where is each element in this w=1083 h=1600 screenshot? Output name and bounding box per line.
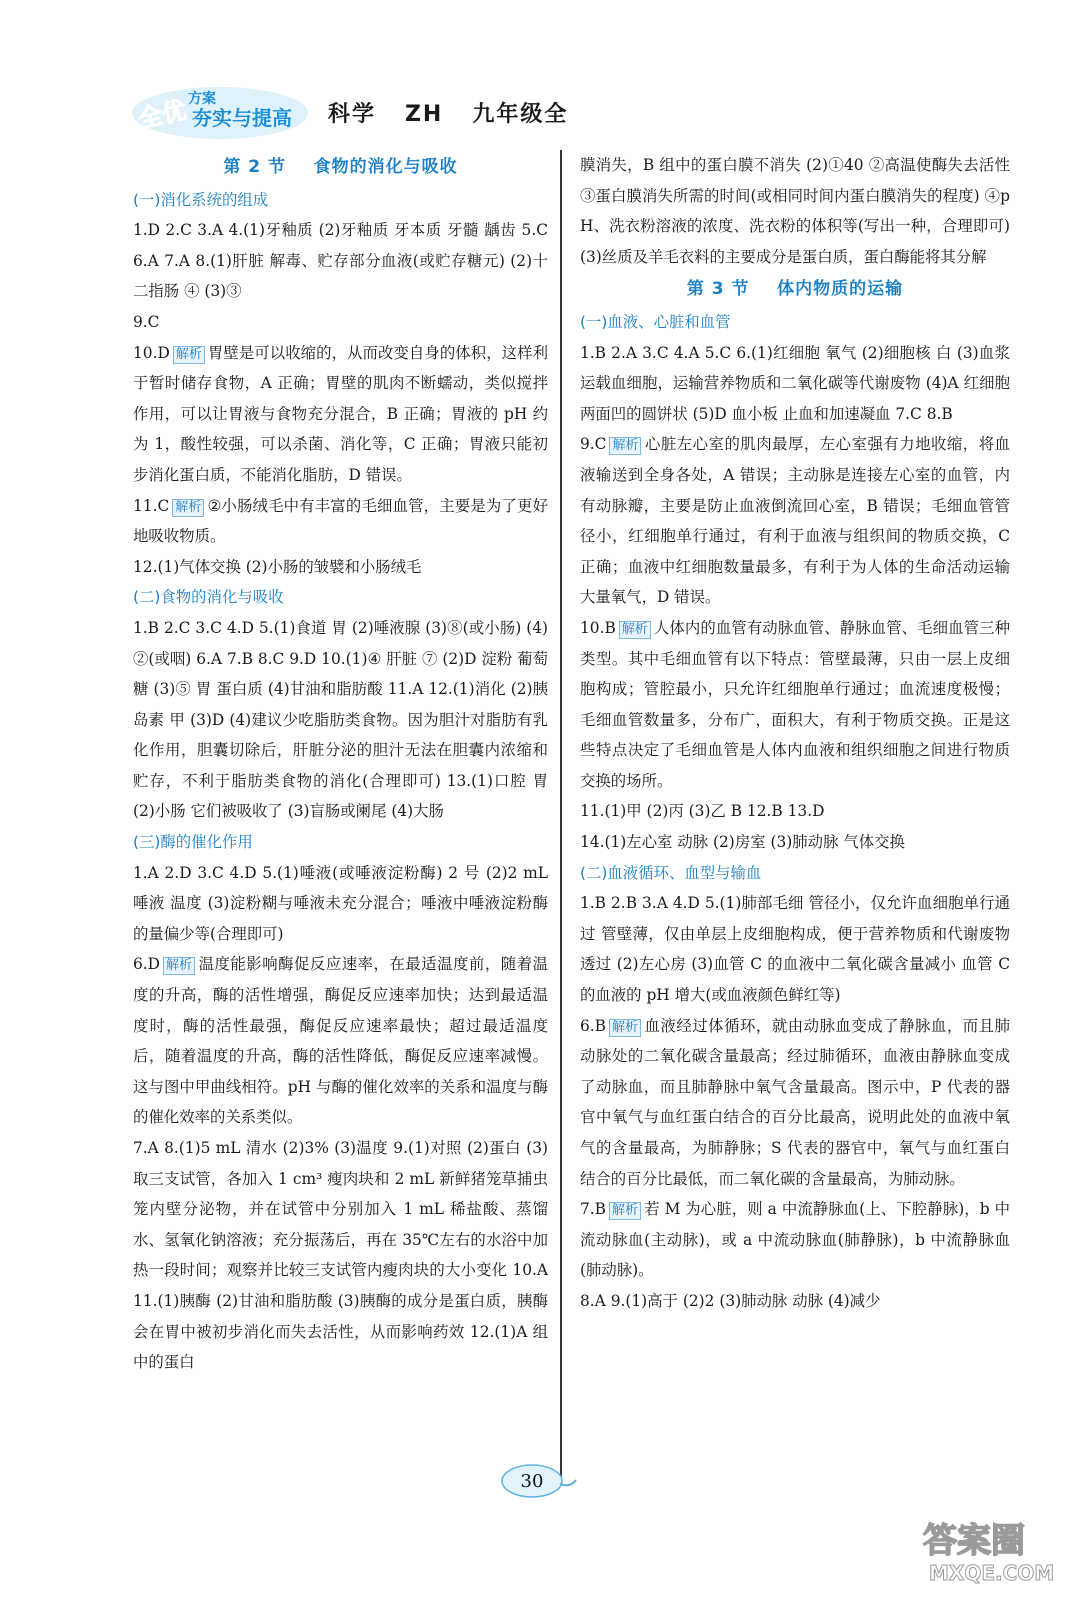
answer-number: 6.D: [133, 955, 161, 974]
page-footer: [500, 1462, 580, 1502]
subsection-circulation: (二)血液循环、血型与输血: [580, 863, 762, 882]
subject-title: 科学 ZH 九年级全: [328, 101, 569, 127]
subsection-enzyme: (三)酶的催化作用: [133, 833, 253, 852]
answer-block: 9.C: [133, 312, 160, 331]
analysis-text: 人体内的血管有动脉血管、静脉血管、毛细血管三种类型。其中毛细血管有以下特点：管壁最薄，只由一层上皮细胞构成；管腔最小，只允许红细胞单行通过；血流速度极慢；毛细血管数量多，分布广，面积大，有利于物质交换。正是这些特点决定了毛细血管是人体内血液和组织细胞之间进行物质交换的场所。: [580, 618, 1010, 790]
answer-block: 膜消失，B 组中的蛋白膜不消失 (2)①40 ②高温使酶失去活性 ③蛋白膜消失所需的时间(或相同时间内蛋白膜消失的程度) ④pH、洗衣粉溶液的浓度、洗衣粉的体积等(写出一种，合理即可) (3)丝质及羊毛衣料的主要成分是蛋白质，蛋白酶能将其分解: [580, 156, 1010, 266]
answer-block: [133, 491, 548, 552]
analysis-tag: 解析: [619, 621, 651, 639]
answer-block: 1.A 2.D 3.C 4.D 5.(1)唾液(或唾液淀粉酶) 2 号 (2)2 mL 唾液 温度 (3)淀粉糊与唾液未充分混合；唾液中唾液淀粉酶的量偏少等(合理即可): [133, 863, 548, 943]
answer-number: 11.C: [133, 496, 170, 515]
analysis-text: 心脏左心室的肌肉最厚，左心室强有力地收缩，将血液输送到全身各处，A 错误；主动脉是连接左心室的血管，内有动脉瓣，主要是防止血液倒流回心室，B 错误；毛细血管管径小，红细胞单行通过，有利于血液与组织间的物质交换，C 正确；血液中红细胞数量最多，有利于为人体的生命活动运输大量氧气，D 错误。: [580, 435, 1010, 607]
answer-block: 1.B 2.C 3.C 4.D 5.(1)食道 胃 (2)唾液腺 (3)⑧(或小肠) (4)②(或咽) 6.A 7.B 8.C 9.D 10.(1)④ 肝脏 ⑦ (2)D 淀粉 葡萄糖 (3)⑤ 胃 蛋白质 (4)甘油和脂肪酸 11.A 12.(1)消化 (2)胰岛素 甲 (3)D (4)建议少吃脂肪类食物。因为胆汁对脂肪有乳化作用，胆囊切除后，肝脏分泌的胆汁无法在胆囊内浓缩和贮存，不利于脂肪类食物的消化(合理即可) 13.(1)口腔 胃 (2)小肠 它们被吸收了 (3)盲肠或阑尾 (4)大肠: [133, 618, 548, 821]
analysis-text: ②小肠绒毛中有丰富的毛细血管，主要是为了更好地吸收物质。: [133, 496, 548, 546]
answer-number: 6.B: [580, 1016, 606, 1035]
brand-logo: [130, 83, 310, 141]
answer-block: 1.B 2.B 3.A 4.D 5.(1)肺部毛细 管径小，仅允许血细胞单行通过 管壁薄，仅由单层上皮细胞构成，便于营养物质和代谢废物透过 (2)左心房 (3)血管 C 的血液中二氧化碳含量减小 血管 C 的血液的 pH 增大(或血液颜色鲜红等): [580, 894, 1010, 1005]
analysis-tag: 解析: [609, 1202, 641, 1220]
analysis-text: 胃壁是可以收缩的，从而改变自身的体积，这样利于暂时储存食物，A 正确；胃壁的肌肉不断蠕动，类似搅拌作用，可以让胃液与食物充分混合，B 正确；胃液的 pH 约为 1，酸性较强，可以杀菌、消化等，C 正确；胃液只能初步消化蛋白质，不能消化脂肪，D 错误。: [133, 343, 548, 484]
answer-block: 7.A 8.(1)5 mL 清水 (2)3% (3)温度 9.(1)对照 (2)蛋白 (3)取三支试管，各加入 1 cm³ 瘦肉块和 2 mL 新鲜猪笼草捕虫笼内壁分泌物，并在试管中分别加入 1 mL 稀盐酸、蒸馏水、氢氧化钠溶液；充分振荡后，再在 35℃左右的水浴中加热一段时间；观察并比较三支试管内瘦肉块的大小变化 10.A 11.(1)胰酶 (2)甘油和脂肪酸 (3)胰酶的成分是蛋白质，胰酶会在胃中被初步消化而失去活性，从而影响药效 12.(1)A 组中的蛋白: [133, 1139, 548, 1372]
svg-text:MXQE.COM: MXQE.COM: [929, 1561, 1055, 1585]
right-column: [580, 150, 1010, 1317]
page-number: 30: [520, 1470, 544, 1492]
subsection-blood-heart: (一)血液、心脏和血管: [580, 312, 731, 331]
subsection-digestion-absorption: (二)食物的消化与吸收: [133, 588, 284, 607]
svg-text:答案圈: 答案圈: [923, 1521, 1025, 1561]
watermark: [915, 1510, 1065, 1590]
section-title-3: 第 3 节 体内物质的运输: [686, 279, 904, 300]
subsection-digestive-system: (一)消化系统的组成: [133, 190, 269, 209]
analysis-tag: 解析: [163, 957, 195, 975]
analysis-tag: 解析: [172, 499, 204, 517]
answer-block: 8.A 9.(1)高于 (2)2 (3)肺动脉 动脉 (4)减少: [580, 1291, 881, 1310]
section-title-2: 第 2 节 食物的消化与吸收: [223, 157, 458, 177]
answer-number: 9.C: [580, 435, 607, 454]
analysis-text: 若 M 为心脏，则 a 中流静脉血(上、下腔静脉)，b 中流动脉血(主动脉)，或 a 中流动脉血(肺静脉)，b 中流静脉血(肺动脉)。: [580, 1200, 1010, 1280]
svg-text:全优: 全优: [135, 95, 189, 134]
answer-block: 11.(1)甲 (2)丙 (3)乙 B 12.B 13.D: [580, 802, 825, 821]
left-column: [133, 150, 548, 1378]
answer-number: 10.D: [133, 343, 170, 362]
svg-text:方案: 方案: [188, 91, 216, 107]
answer-block: [580, 1194, 1010, 1286]
analysis-tag: 解析: [173, 346, 205, 364]
analysis-text: 血液经过体循环，就由动脉血变成了静脉血，而且肺动脉处的二氧化碳含量最高；经过肺循环，血液由静脉血变成了动脉血，而且肺静脉中氧气含量最高。图示中，P 代表的器官中氧气与血红蛋白结合的百分比最高，说明此处的血液中氧气的含量最高，为肺静脉；S 代表的器官中，氧气与血红蛋白结合的百分比最低，而二氧化碳的含量最高，为肺动脉。: [580, 1016, 1010, 1188]
answer-block: [133, 338, 548, 491]
analysis-tag: 解析: [609, 1019, 641, 1037]
answer-block: [580, 1011, 1010, 1195]
answer-block: 1.B 2.A 3.C 4.A 5.C 6.(1)红细胞 氧气 (2)细胞核 白 (3)血浆 运载血细胞，运输营养物质和二氧化碳等代谢废物 (4)A 红细胞 两面凹的圆饼状 (5)D 血小板 止血和加速凝血 7.C 8.B: [580, 343, 1010, 423]
answer-number: 7.B: [580, 1200, 606, 1219]
answer-block: [580, 429, 1010, 613]
column-divider: [560, 150, 562, 1480]
answer-block: 14.(1)左心室 动脉 (2)房室 (3)肺动脉 气体交换: [580, 833, 905, 852]
answer-block: 12.(1)气体交换 (2)小肠的皱襞和小肠绒毛: [133, 557, 422, 576]
answer-number: 10.B: [580, 618, 616, 637]
analysis-tag: 解析: [609, 437, 641, 455]
answer-block: [133, 949, 548, 1133]
svg-text:夯实与提高: 夯实与提高: [192, 106, 292, 130]
page-header: [130, 82, 568, 142]
analysis-text: 温度能影响酶促反应速率，在最适温度前，随着温度的升高，酶的活性增强，酶促反应速率加快；达到最适温度时，酶的活性最强，酶促反应速率最快；超过最适温度后，随着温度的升高，酶的活性降低，酶促反应速率减慢。这与图中甲曲线相符。pH 与酶的催化效率的关系和温度与酶的催化效率的关系类似。: [133, 955, 548, 1127]
answer-block: [580, 613, 1010, 797]
answer-block: 1.D 2.C 3.A 4.(1)牙釉质 (2)牙釉质 牙本质 牙髓 龋齿 5.C 6.A 7.A 8.(1)肝脏 解毒、贮存部分血液(或贮存糖元) (2)十二指肠 ④ (3)③: [133, 221, 548, 301]
